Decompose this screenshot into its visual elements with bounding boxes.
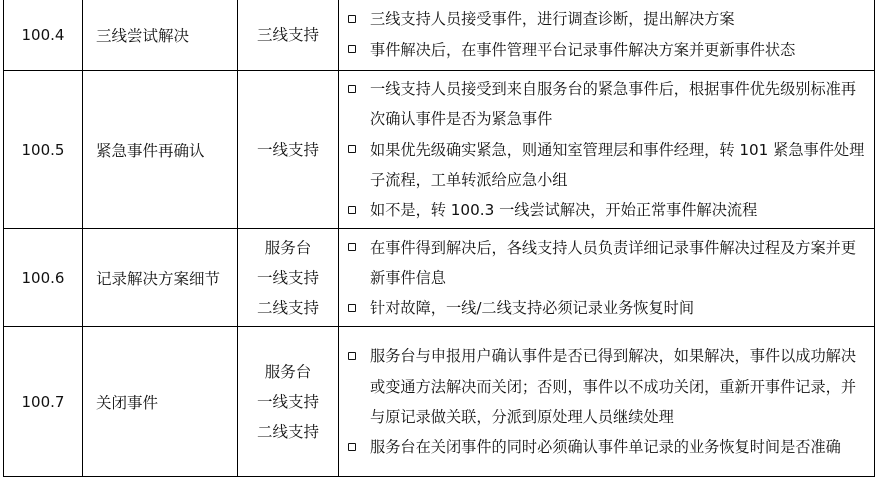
role-label: 二线支持 (256, 298, 319, 317)
role-label: 一线支持 (256, 268, 319, 287)
step-role-cell (238, 71, 339, 229)
checkbox-bullet-icon (348, 15, 356, 23)
bullet-text: 如果优先级确实紧急，则通知室管理层和事件经理，转 101 紧急事件处理子流程，工单转派给应急小组 (370, 140, 865, 189)
table-row (4, 327, 875, 477)
table-row (4, 229, 875, 327)
step-role-cell (238, 229, 339, 327)
list-item (348, 4, 868, 34)
step-id-cell: 100.7 (4, 327, 83, 477)
checkbox-bullet-icon (348, 243, 356, 251)
step-role-cell (238, 327, 339, 477)
role-label: 服务台 (264, 362, 312, 381)
table-row (4, 0, 875, 71)
table-row (4, 71, 875, 229)
bullet-text: 一线支持人员接受到来自服务台的紧急事件后，根据事件优先级别标准再次确认事件是否为紧急事件 (370, 80, 856, 129)
list-item (348, 195, 868, 225)
step-name-cell: 关闭事件 (83, 327, 238, 477)
role-label: 二线支持 (256, 422, 319, 441)
role-label: 一线支持 (256, 140, 319, 159)
checkbox-bullet-icon (348, 45, 356, 53)
checkbox-bullet-icon (348, 145, 356, 153)
step-id-cell: 100.5 (4, 71, 83, 229)
process-steps-table (3, 0, 875, 477)
bullet-text: 在事件得到解决后，各线支持人员负责详细记录事件解决过程及方案并更新事件信息 (370, 238, 856, 287)
list-item (348, 35, 868, 65)
list-item (348, 341, 868, 432)
step-id-cell: 100.6 (4, 229, 83, 327)
step-role-cell (238, 0, 339, 71)
bullet-text: 三线支持人员接受事件，进行调查诊断，提出解决方案 (370, 10, 735, 29)
step-name-cell: 紧急事件再确认 (83, 71, 238, 229)
bullet-text: 服务台与申报用户确认事件是否已得到解决，如果解决，事件以成功解决或变通方法解决而关闭；否则，事件以不成功关闭，重新开事件记录，并与原记录做关联，分派到原处理人员继续处理 (370, 347, 856, 426)
step-description-cell (339, 71, 875, 229)
role-label: 三线支持 (256, 25, 319, 44)
bullet-text: 针对故障，一线/二线支持必须记录业务恢复时间 (370, 299, 695, 318)
step-id-cell: 100.4 (4, 0, 83, 71)
bullet-text: 如不是，转 100.3 一线尝试解决，开始正常事件解决流程 (370, 201, 758, 220)
checkbox-bullet-icon (348, 443, 356, 451)
checkbox-bullet-icon (348, 352, 356, 360)
list-item (348, 135, 868, 196)
list-item (348, 233, 868, 294)
bullet-text: 服务台在关闭事件的同时必须确认事件单记录的业务恢复时间是否准确 (370, 438, 841, 457)
step-description-cell (339, 327, 875, 477)
checkbox-bullet-icon (348, 85, 356, 93)
list-item (348, 293, 868, 323)
step-name-cell: 三线尝试解决 (83, 0, 238, 71)
list-item (348, 432, 868, 462)
role-label: 一线支持 (256, 392, 319, 411)
checkbox-bullet-icon (348, 304, 356, 312)
list-item (348, 74, 868, 135)
checkbox-bullet-icon (348, 206, 356, 214)
step-description-cell (339, 0, 875, 71)
step-name-cell: 记录解决方案细节 (83, 229, 238, 327)
role-label: 服务台 (264, 238, 312, 257)
bullet-text: 事件解决后，在事件管理平台记录事件解决方案并更新事件状态 (370, 40, 796, 59)
step-description-cell (339, 229, 875, 327)
